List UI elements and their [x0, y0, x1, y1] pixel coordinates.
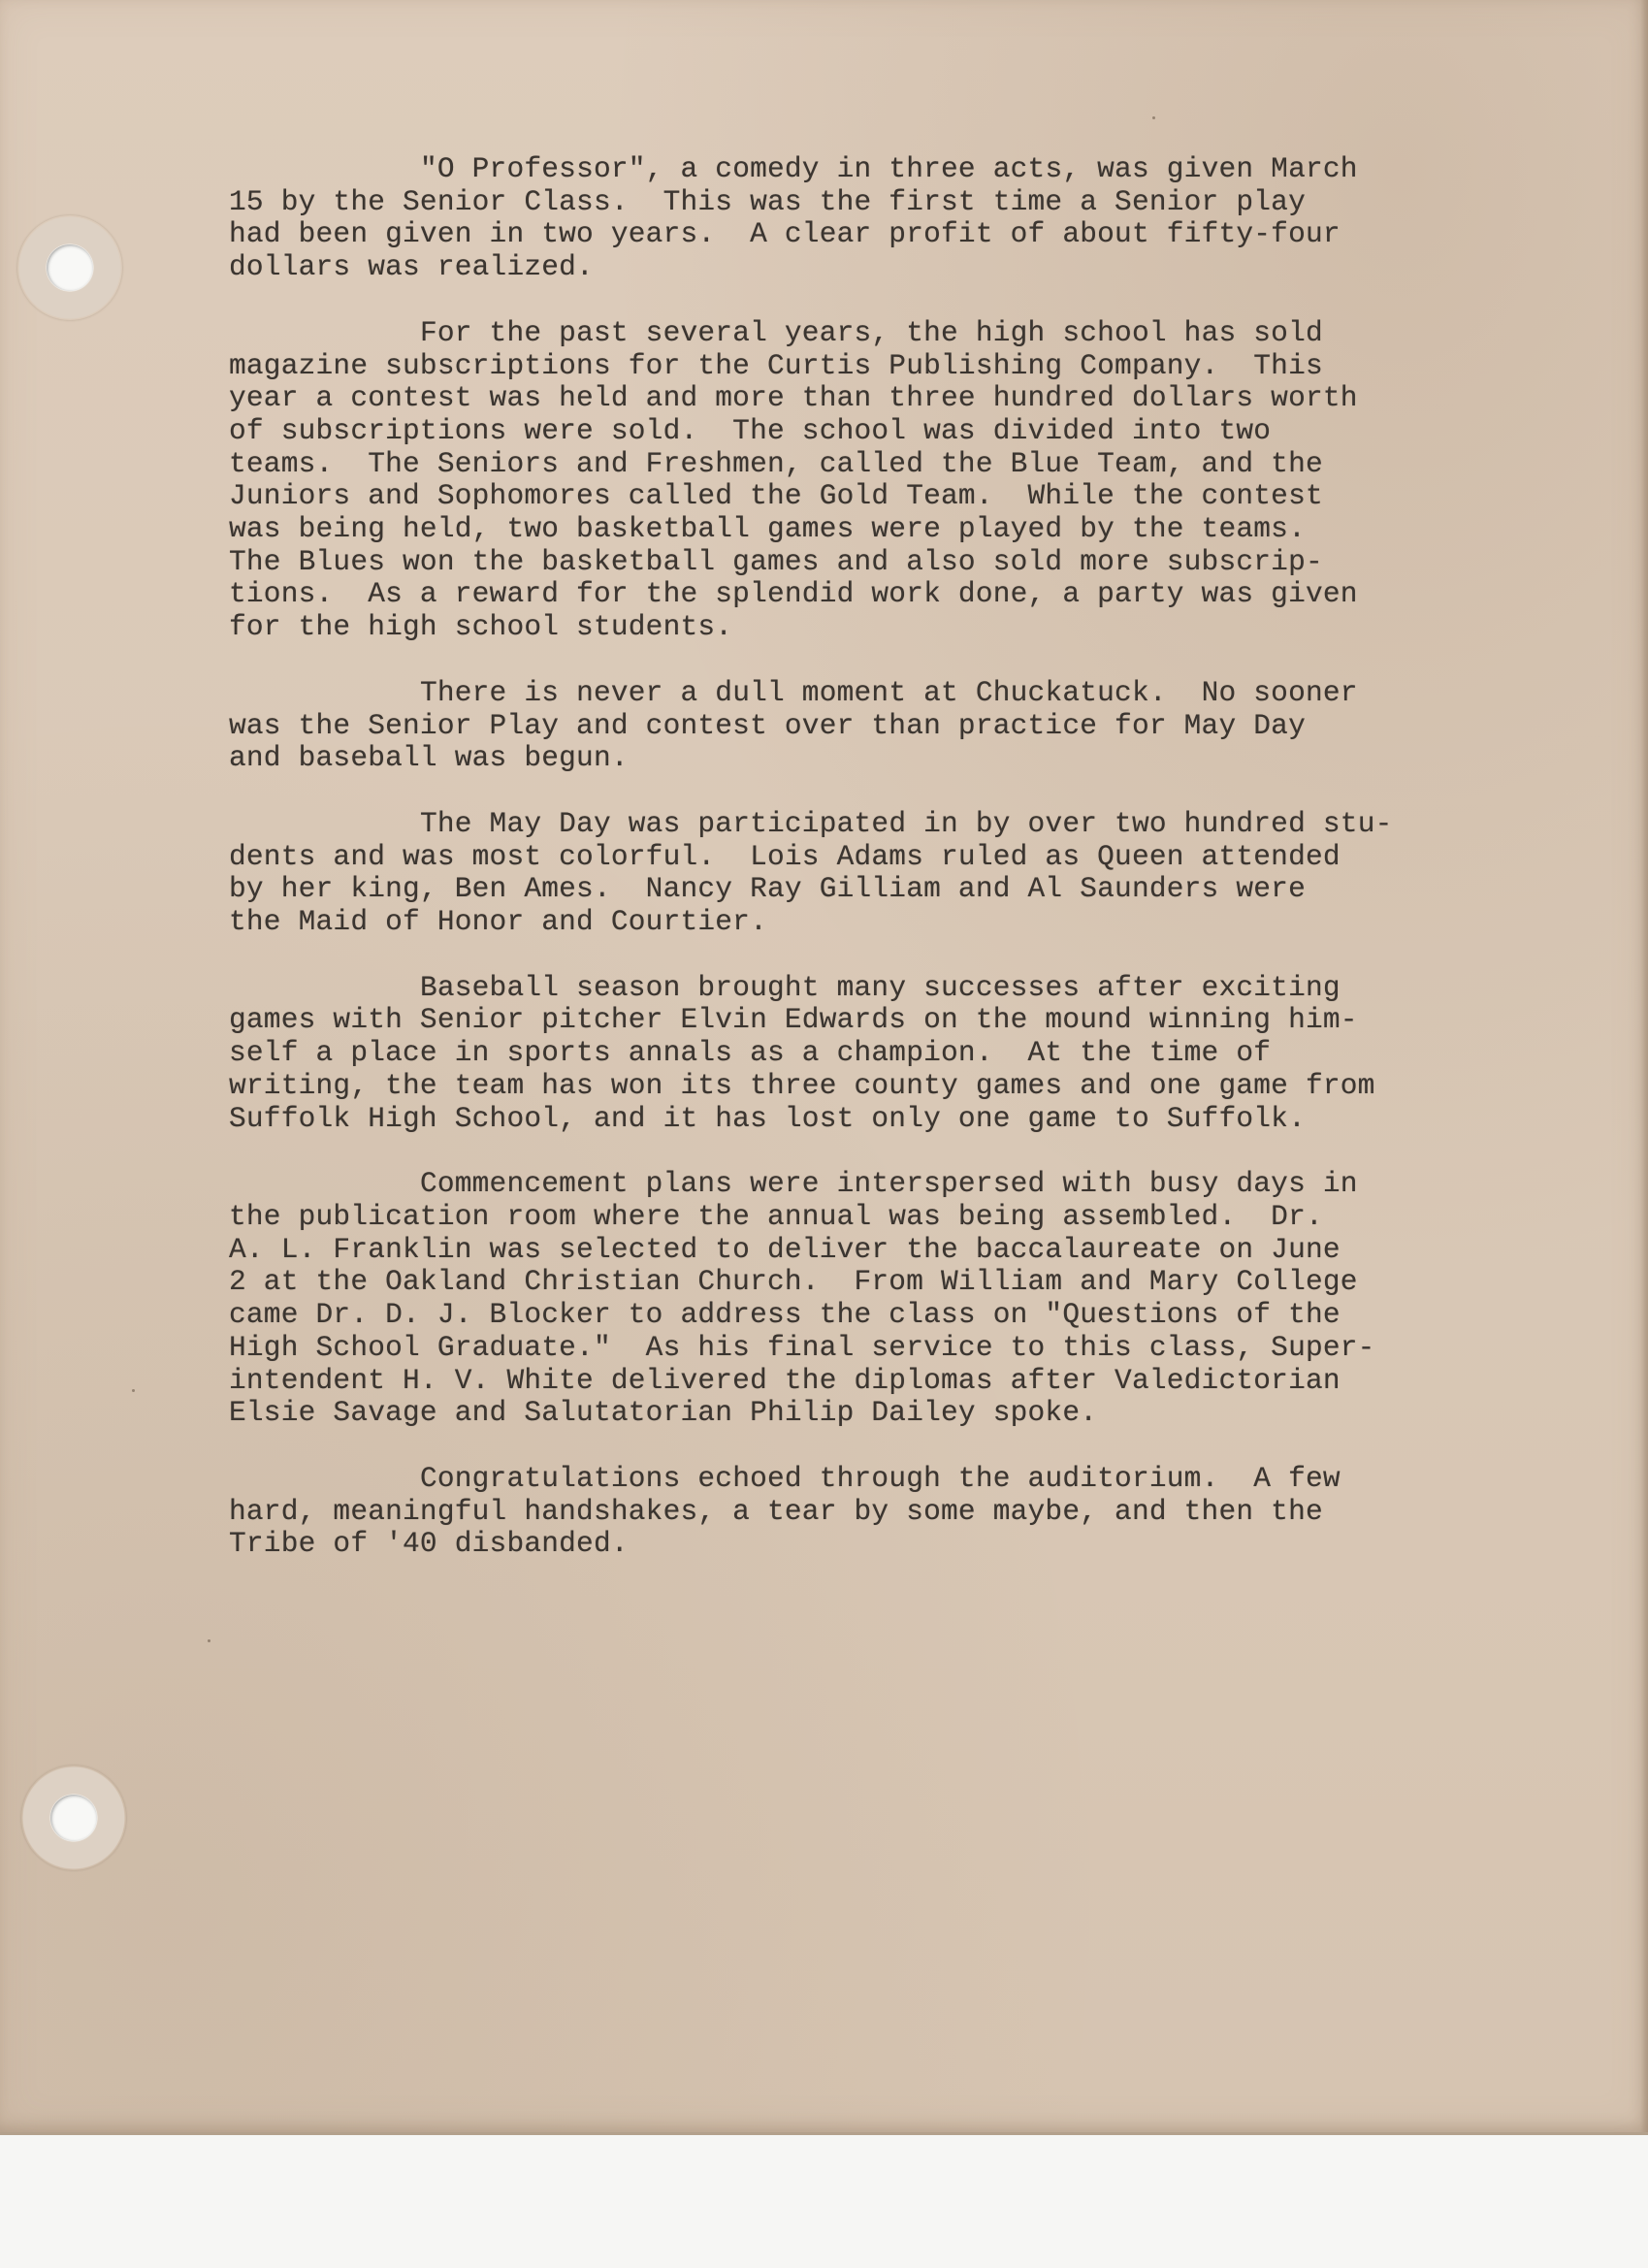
paragraph-magazine-contest: For the past several years, the high school has sold magazine subscriptions for the Curtis Publishing Company. This year a contest was held and more than three hundred dollars worth of subscriptions were sold. The school was divided into two teams. The Seniors and Freshmen, called the Blue Team, and the Juniors and Sophomores called the Gold Team. While the contest was being held, two basketball games were played by the teams. The Blues won the basketball games and also sold more subscrip- tions. As a reward for the splendid work done, a party was given for the high school students. — [229, 315, 1358, 644]
typed-text-body — [229, 153, 1529, 1594]
paragraph-baseball: Baseball season brought many successes after exciting games with Senior pitcher Elvin Edwards on the mound winning him- self a place in sports annals as a champion. At the time of writing, the team has won its three county games and one game from Suffolk High School, and it has lost only one game to Suffolk. — [229, 970, 1375, 1135]
paragraph-commencement: Commencement plans were interspersed with busy days in the publication room where the annual was being assembled. Dr. A. L. Franklin was selected to deliver the baccalaureate on June 2 at the Oakland Christian Church. From William and Mary College came Dr. D. J. Blocker to address the class on "Questions of the High School Graduate." As his final service to this class, Super- intendent H. V. White delivered the diplomas after Valedictorian Elsie Savage and Salutatorian Philip Dailey spoke. — [229, 1167, 1375, 1430]
paragraph-may-day: The May Day was participated in by over two hundred stu- dents and was most colorful. Lois Adams ruled as Queen attended by her king, Ben Ames. Nancy Ray Gilliam and Al Saunders were the Maid of Honor and Courtier. — [229, 806, 1393, 939]
page-edge — [1640, 0, 1648, 2132]
paper-speck — [132, 1389, 135, 1392]
paper-speck — [208, 1639, 210, 1642]
binder-hole-reinforcement-bottom — [21, 1766, 126, 1870]
paper-speck — [1152, 116, 1155, 119]
binder-hole-reinforcement-top — [17, 215, 122, 320]
paragraph-never-dull: There is never a dull moment at Chuckatuck. No sooner was the Senior Play and contest over than practice for May Day and baseball was begun. — [229, 675, 1358, 775]
paragraph-congratulations: Congratulations echoed through the auditorium. A few hard, meaningful handshakes, a tear by some maybe, and then the Tribe of '40 disbanded. — [229, 1461, 1341, 1561]
paragraph-senior-play: "O Professor", a comedy in three acts, was given March 15 by the Senior Class. This was the first time a Senior play had been given in two years. A clear profit of about fifty-four dollars was realized. — [229, 152, 1358, 284]
